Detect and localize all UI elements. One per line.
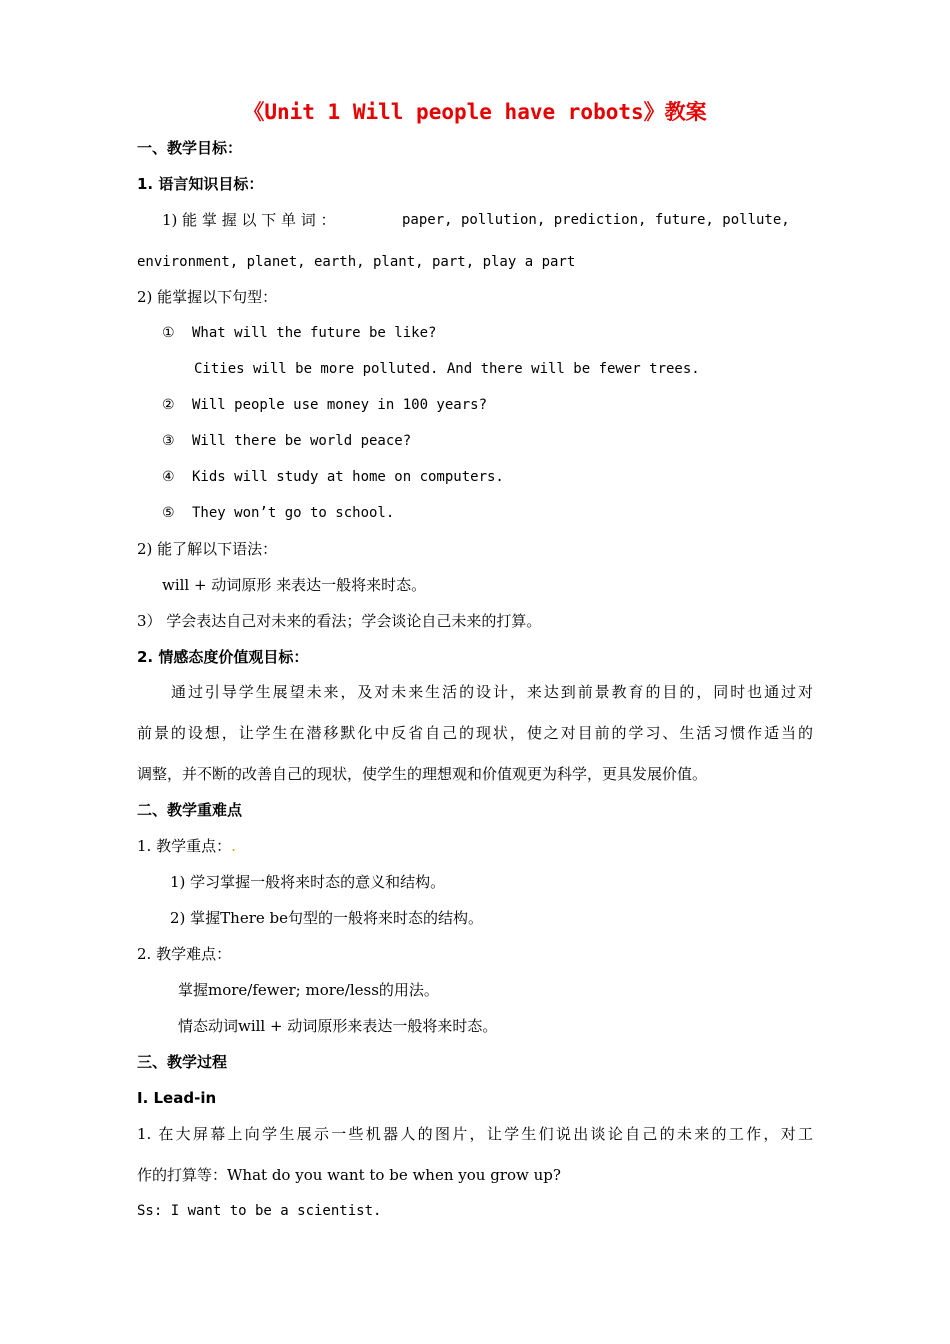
- section-heading-objectives: 一、教学目标：: [137, 139, 243, 157]
- vocab-list-line1: paper, pollution, prediction, future, pollute,: [402, 212, 790, 228]
- difficult-point-item: 情态动词will + 动词原形来表达一般将来时态。: [178, 1017, 498, 1035]
- difficult-point-item: 掌握more/fewer; more/less的用法。: [178, 981, 439, 999]
- item-marker: ⑤: [162, 505, 175, 521]
- patterns-heading: 2) 能掌握以下句型：: [137, 288, 278, 306]
- key-points-label: 1. 教学重点：: [137, 837, 232, 855]
- paragraph-line: 调整，并不断的改善自己的现状，使学生的理想观和价值观更为科学，更具发展价值。: [137, 765, 708, 783]
- lead-in-heading: Ⅰ. Lead-in: [137, 1089, 217, 1107]
- key-point-item: 1) 学习掌握一般将来时态的意义和结构。: [170, 873, 446, 891]
- stray-mark: .: [231, 837, 236, 855]
- objective-item-3: 3） 学会表达自己对未来的看法；学会谈论自己未来的打算。: [137, 612, 542, 630]
- sentence-text: Cities will be more polluted. And there will be fewer trees.: [194, 361, 700, 377]
- sentence-text: They won’t go to school.: [192, 505, 395, 521]
- step-line: 作的打算等：What do you want to be when you grow up?: [137, 1166, 561, 1184]
- difficult-points-heading: 2. 教学难点：: [137, 945, 232, 963]
- sentence-item: [162, 503, 394, 523]
- sentence-text: Kids will study at home on computers.: [192, 469, 504, 485]
- sentence-text: What will the future be like?: [192, 325, 437, 341]
- grammar-text: will + 动词原形 来表达一般将来时态。: [162, 576, 427, 594]
- item-marker: ②: [162, 397, 175, 413]
- document-title: 《Unit 1 Will people have robots》教案: [243, 100, 707, 124]
- sentence-item: [162, 431, 411, 451]
- step-line: 1. 在大屏幕上向学生展示一些机器人的图片，让学生们说出谈论自己的未来的工作，对工: [137, 1125, 813, 1143]
- item-marker: ④: [162, 469, 175, 485]
- section-heading-process: 三、教学过程: [137, 1053, 228, 1071]
- grammar-heading: 2) 能了解以下语法：: [137, 540, 278, 558]
- sentence-item: [194, 359, 700, 379]
- vocab-intro: 1) 能 掌 握 以 下 单 词 ：: [162, 211, 336, 229]
- sentence-item: [162, 467, 504, 487]
- sentence-text: Will there be world peace?: [192, 433, 412, 449]
- sentence-item: [162, 395, 487, 415]
- key-point-item: 2) 掌握There be句型的一般将来时态的结构。: [170, 909, 484, 927]
- student-response: Ss: I want to be a scientist.: [137, 1203, 382, 1219]
- vocab-list-line2: environment, planet, earth, plant, part, play a part: [137, 254, 576, 270]
- paragraph-line: 通过引导学生展望未来，及对未来生活的设计，来达到前景教育的目的，同时也通过对: [171, 683, 813, 701]
- item-marker: ①: [162, 325, 175, 341]
- sentence-text: Will people use money in 100 years?: [192, 397, 488, 413]
- item-marker: ③: [162, 433, 175, 449]
- subheading-values: 2. 情感态度价值观目标：: [137, 648, 309, 666]
- subheading-language-knowledge: 1. 语言知识目标：: [137, 175, 264, 193]
- section-heading-key-points: 二、教学重难点: [137, 801, 243, 819]
- paragraph-line: 前景的设想，让学生在潜移默化中反省自己的现状，使之对目前的学习、生活习惯作适当的: [137, 724, 813, 742]
- sentence-item: [162, 323, 436, 343]
- key-points-heading: [137, 836, 236, 856]
